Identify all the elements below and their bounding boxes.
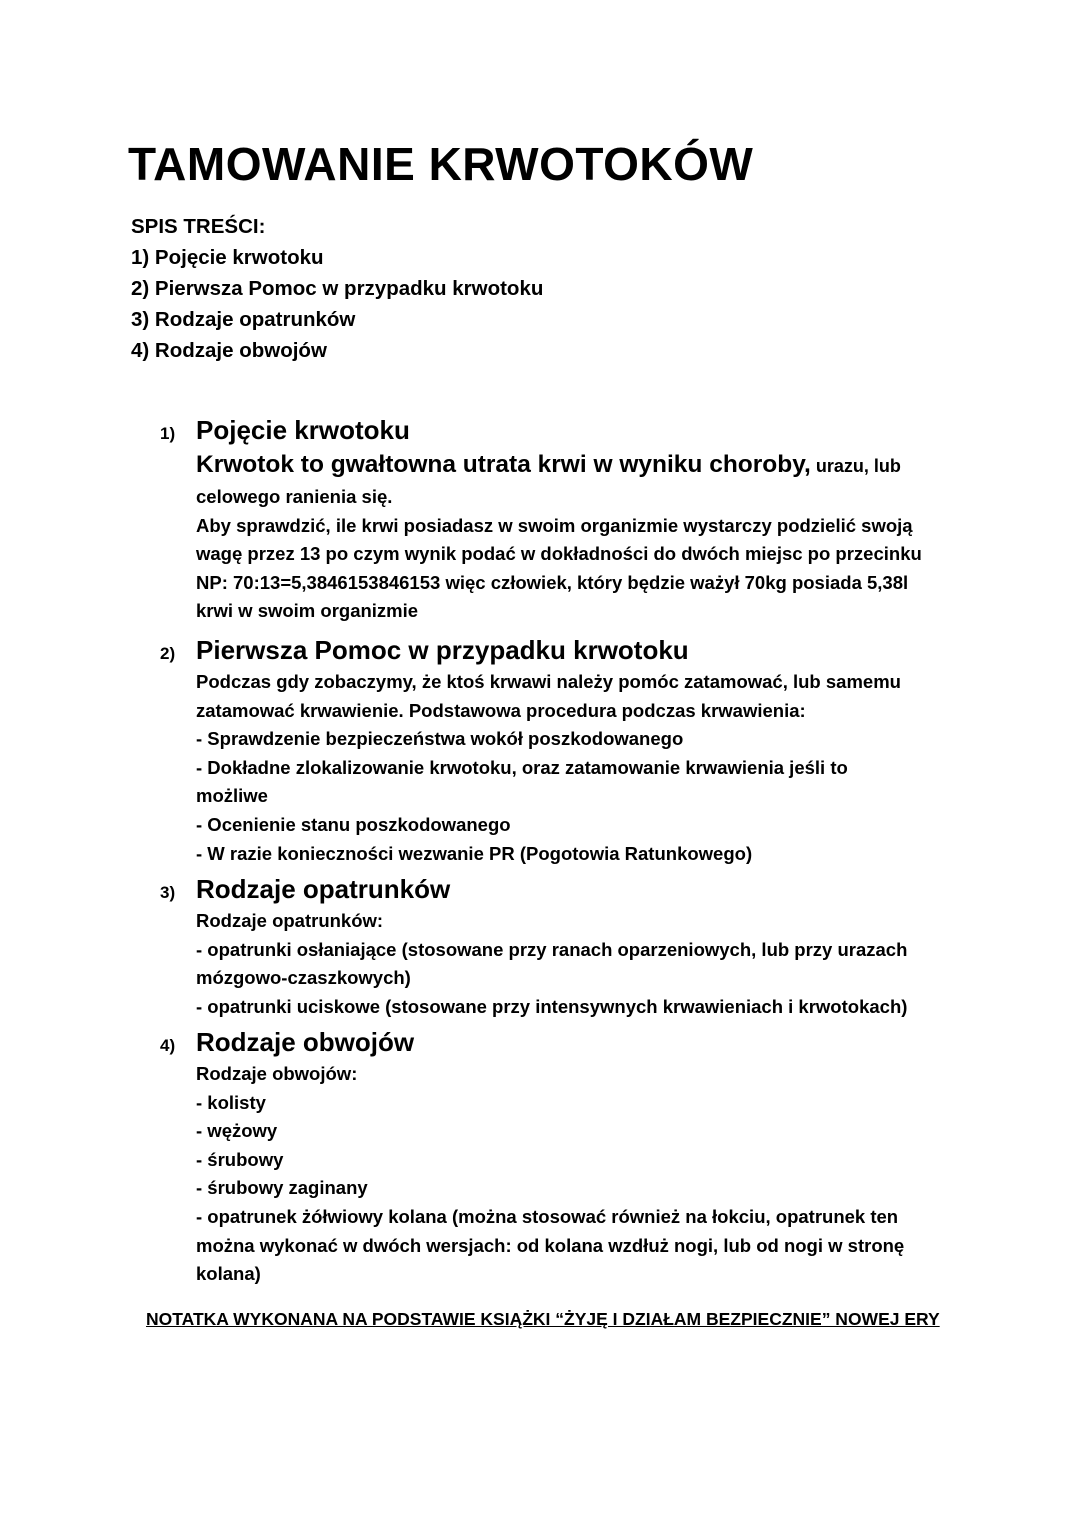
section-1 bbox=[160, 412, 960, 626]
body-line: NP: 70:13=5,3846153846153 więc człowiek, który będzie ważył 70kg posiada 5,38l bbox=[196, 571, 909, 593]
list-item: - śrubowy zaginany bbox=[196, 1177, 368, 1199]
body-line: wagę przez 13 po czym wynik podać w dokładności do dwóch miejsc po przecinku bbox=[196, 543, 922, 565]
page-title: TAMOWANIE KRWOTOKÓW bbox=[128, 138, 754, 190]
body-line: Podczas gdy zobaczymy, że ktoś krwawi należy pomóc zatamować, lub samemu bbox=[196, 671, 901, 692]
list-item: - kolisty bbox=[196, 1091, 266, 1113]
list-item: - opatrunek żółwiowy kolana (można stosować również na łokciu, opatrunek ten bbox=[196, 1205, 899, 1227]
list-item: - Sprawdzenie bezpieczeństwa wokół poszkodowanego bbox=[196, 728, 684, 750]
list-item: - Ocenienie stanu poszkodowanego bbox=[196, 813, 511, 835]
list-item: mózgowo-czaszkowych) bbox=[196, 967, 411, 989]
toc-item: 2) Pierwsza Pomoc w przypadku krwotoku bbox=[131, 277, 544, 300]
section-2 bbox=[160, 632, 960, 868]
body-line: zatamować krwawienie. Podstawowa procedura podczas krwawienia: bbox=[196, 699, 806, 721]
body-line: celowego ranienia się. bbox=[196, 486, 393, 507]
section-body bbox=[196, 1060, 956, 1289]
toc-item: 4) Rodzaje obwojów bbox=[131, 339, 327, 362]
section-number: 1) bbox=[160, 424, 176, 443]
list-item: - opatrunki uciskowe (stosowane przy intensywnych krwawieniach i krwotokach) bbox=[196, 995, 908, 1017]
list-item: możliwe bbox=[196, 785, 268, 807]
section-number: 3) bbox=[160, 883, 176, 902]
section-body bbox=[196, 448, 956, 626]
section-3 bbox=[160, 871, 960, 1021]
section-body bbox=[196, 907, 956, 1021]
toc-item: 1) Pojęcie krwotoku bbox=[131, 246, 324, 269]
section-body bbox=[196, 668, 956, 868]
list-item: - W razie konieczności wezwanie PR (Pogotowia Ratunkowego) bbox=[196, 842, 753, 864]
list-item: można wykonać w dwóch wersjach: od kolana wzdłuż nogi, lub od nogi w stronę bbox=[196, 1234, 905, 1256]
toc-heading: SPIS TREŚCI: bbox=[131, 215, 266, 238]
source-note: NOTATKA WYKONANA NA PODSTAWIE KSIĄŻKI “ŻYJĘ I DZIAŁAM BEZPIECZNIE” NOWEJ ERY bbox=[146, 1309, 940, 1329]
list-item: - wężowy bbox=[196, 1120, 278, 1142]
section-title: Pierwsza Pomoc w przypadku krwotoku bbox=[196, 635, 689, 665]
section-title: Rodzaje obwojów bbox=[196, 1027, 415, 1057]
toc-item: 3) Rodzaje opatrunków bbox=[131, 308, 356, 331]
body-line: Rodzaje obwojów: bbox=[196, 1063, 358, 1084]
body-line: Rodzaje opatrunków: bbox=[196, 910, 384, 931]
section-title: Pojęcie krwotoku bbox=[196, 415, 410, 445]
definition-lead: Krwotok to gwałtowna utrata krwi w wyniku choroby, bbox=[196, 451, 811, 478]
body-line: krwi w swoim organizmie bbox=[196, 600, 419, 622]
section-number: 2) bbox=[160, 644, 176, 663]
section-number: 4) bbox=[160, 1036, 176, 1055]
list-item: - śrubowy bbox=[196, 1148, 284, 1170]
table-of-contents bbox=[131, 211, 543, 366]
list-item: kolana) bbox=[196, 1263, 261, 1285]
section-title: Rodzaje opatrunków bbox=[196, 874, 451, 904]
list-item: - Dokładne zlokalizowanie krwotoku, oraz zatamowanie krwawienia jeśli to bbox=[196, 756, 848, 778]
section-4 bbox=[160, 1024, 960, 1289]
definition-lead-tail: urazu, lub bbox=[810, 456, 901, 476]
body-line: Aby sprawdzić, ile krwi posiadasz w swoim organizmie wystarczy podzielić swoją bbox=[196, 514, 913, 536]
list-item: - opatrunki osłaniające (stosowane przy ranach oparzeniowych, lub przy urazach bbox=[196, 938, 908, 960]
